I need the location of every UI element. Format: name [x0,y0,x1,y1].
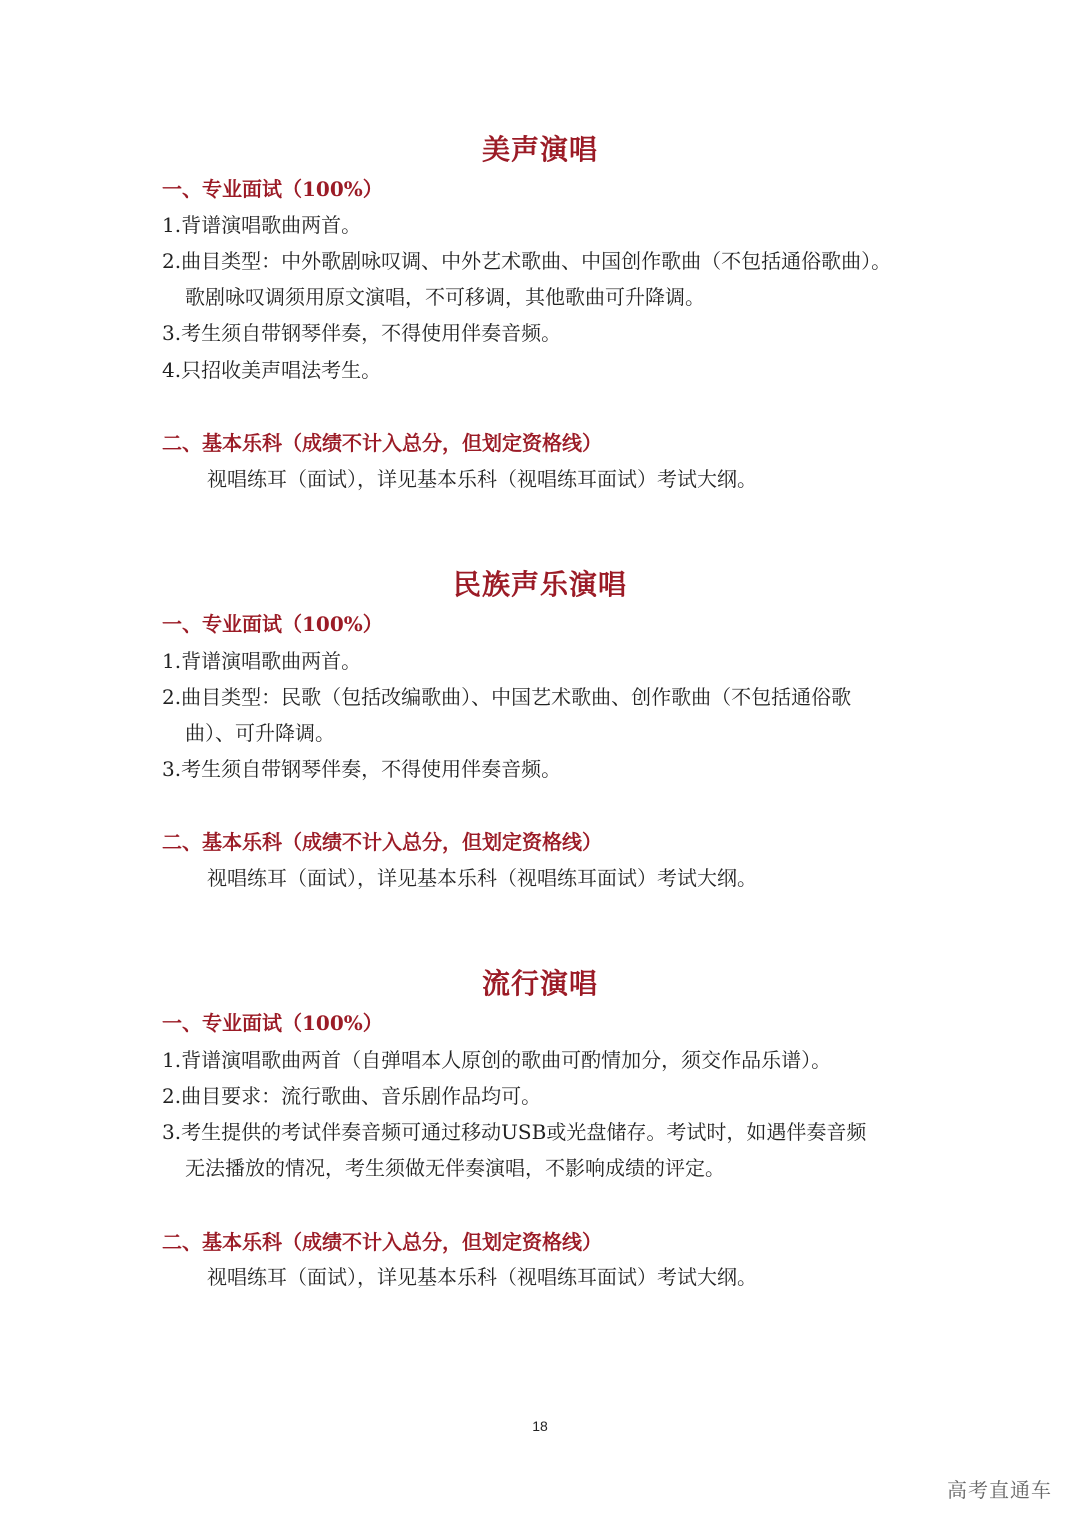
list-item-continuation: 曲）、可升降调。 [185,721,335,745]
list-item: 2.曲目要求：流行歌曲、音乐剧作品均可。 [162,1084,542,1108]
list-item: 2.曲目类型：民歌（包括改编歌曲）、中国艺术歌曲、创作歌曲（不包括通俗歌 [162,685,852,709]
list-item: 1.背谱演唱歌曲两首（自弹唱本人原创的歌曲可酌情加分，须交作品乐谱）。 [162,1048,832,1072]
list-item: 2.曲目类型：中外歌剧咏叹调、中外艺术歌曲、中国创作歌曲（不包括通俗歌曲）。 [162,249,892,273]
list-item: 1.背谱演唱歌曲两首。 [162,649,362,673]
basic-music-note: 视唱练耳（面试），详见基本乐科（视唱练耳面试）考试大纲。 [207,467,757,491]
section-title-bel-canto: 美声演唱 [481,133,598,166]
heading-professional-interview: 一、专业面试（100%） [162,1011,383,1035]
page-number: 18 [532,1418,548,1434]
basic-music-note: 视唱练耳（面试），详见基本乐科（视唱练耳面试）考试大纲。 [207,1265,757,1289]
heading-professional-interview: 一、专业面试（100%） [162,177,383,201]
watermark: 高考直通车 [947,1478,1052,1502]
list-item: 1.背谱演唱歌曲两首。 [162,213,362,237]
list-item-continuation: 无法播放的情况，考生须做无伴奏演唱，不影响成绩的评定。 [185,1156,725,1180]
heading-basic-music: 二、基本乐科（成绩不计入总分，但划定资格线） [162,830,602,854]
list-item-continuation: 歌剧咏叹调须用原文演唱，不可移调，其他歌曲可升降调。 [185,285,705,309]
section-title-folk-vocal: 民族声乐演唱 [452,568,627,601]
list-item: 3.考生须自带钢琴伴奏，不得使用伴奏音频。 [162,757,562,781]
heading-basic-music: 二、基本乐科（成绩不计入总分，但划定资格线） [162,431,602,455]
section-title-pop-vocal: 流行演唱 [481,967,598,1000]
list-item: 4.只招收美声唱法考生。 [162,358,382,382]
list-item: 3.考生须自带钢琴伴奏，不得使用伴奏音频。 [162,321,562,345]
basic-music-note: 视唱练耳（面试），详见基本乐科（视唱练耳面试）考试大纲。 [207,866,757,890]
list-item: 3.考生提供的考试伴奏音频可通过移动USB或光盘储存。考试时，如遇伴奏音频 [162,1120,867,1144]
heading-professional-interview: 一、专业面试（100%） [162,612,383,636]
heading-basic-music: 二、基本乐科（成绩不计入总分，但划定资格线） [162,1230,602,1254]
